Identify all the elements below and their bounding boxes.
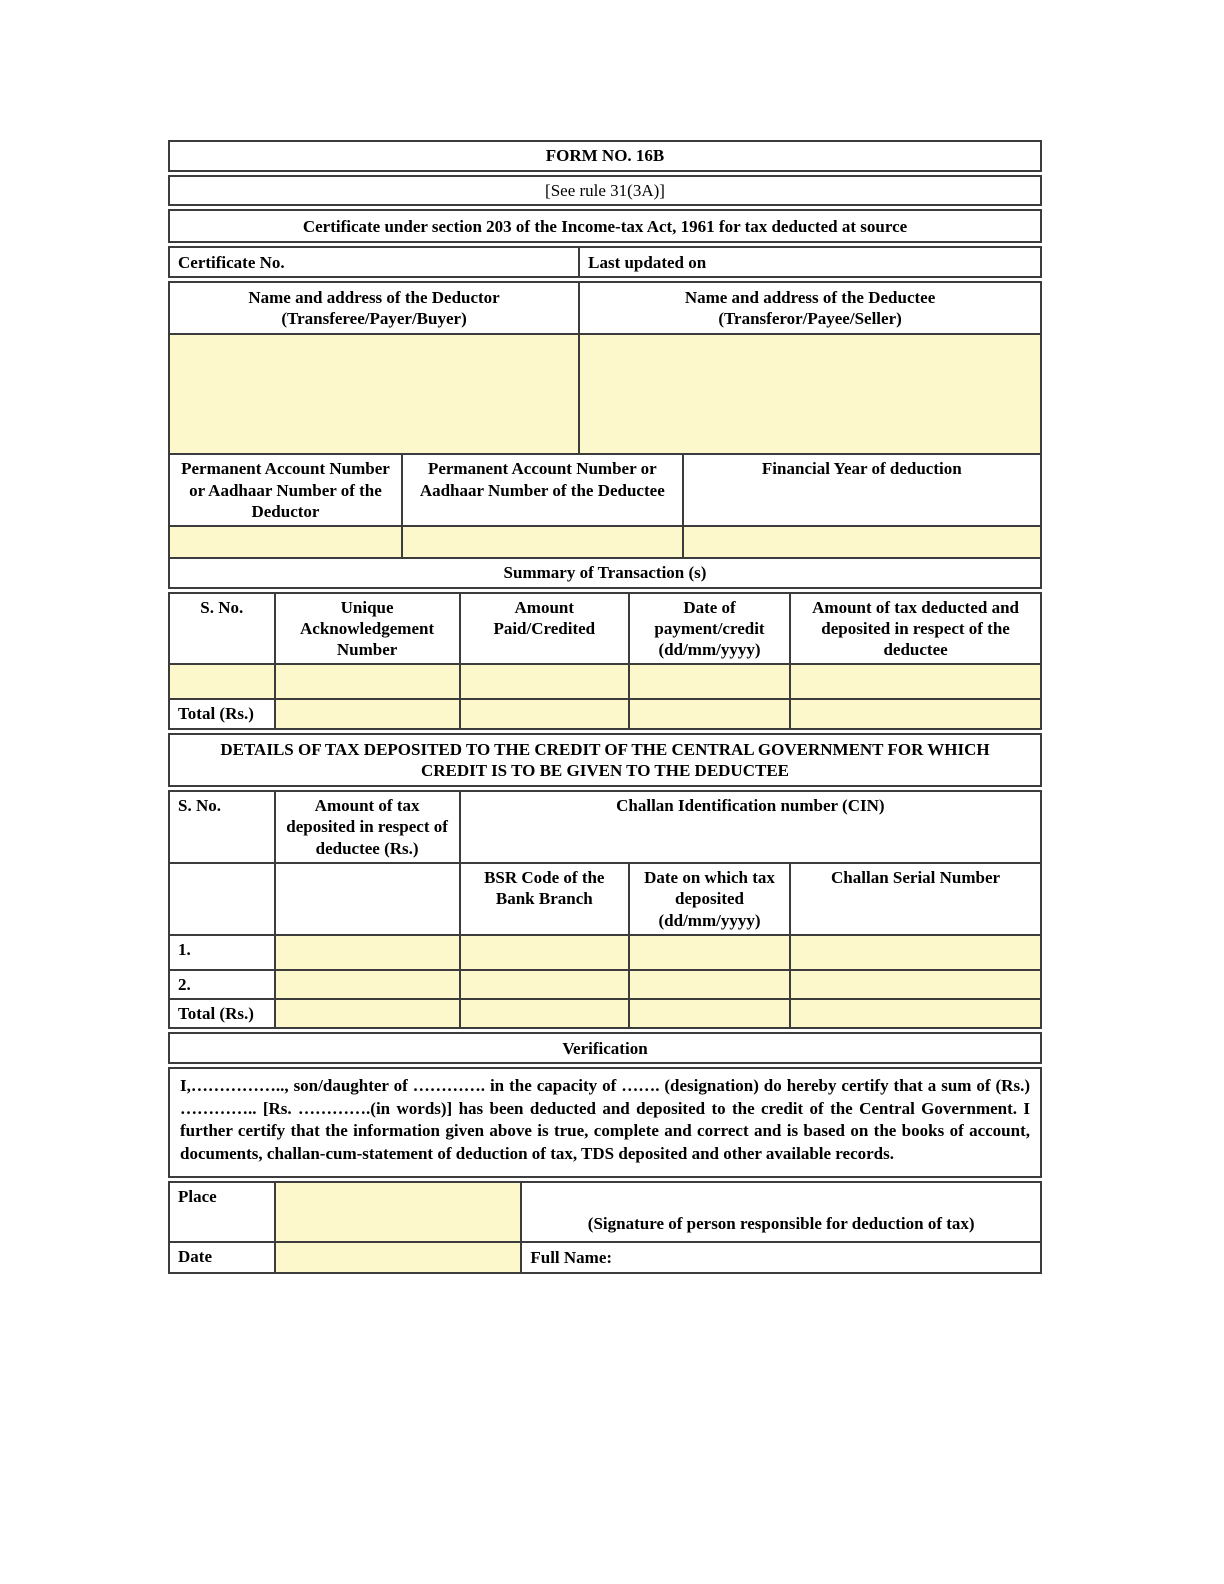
tax-deposit-total-bsr-field[interactable] [459,1000,628,1027]
summary-total-tax-field[interactable] [789,700,1040,727]
summary-total-ack-field[interactable] [274,700,459,727]
summary-total-date-field[interactable] [628,700,789,727]
tax-deposit-bsr-header: BSR Code of the Bank Branch [459,864,628,934]
certificate-meta-section [168,246,1042,278]
tax-deposit-date-header: Date on which tax deposited (dd/mm/yyyy) [628,864,789,934]
rule-reference: [See rule 31(3A)] [545,181,665,200]
tax-deposit-title: DETAILS OF TAX DEPOSITED TO THE CREDIT OF THE CENTRAL GOVERNMENT FOR WHICH CREDIT IS TO BE GIVEN TO THE DEDUCTEE [220,739,990,780]
certificate-no-label: Certificate No. [178,252,285,272]
form-title: FORM NO. 16B [545,146,665,166]
place-label: Place [178,1186,217,1206]
deductor-name-header-line2: (Transferee/Payer/Buyer) [281,309,467,329]
deductor-pan-field[interactable] [170,527,401,557]
tax-deposit-cin-header: Challan Identification number (CIN) [459,792,1040,862]
tax-deposit-total-label: Total (Rs.) [178,1004,254,1023]
summary-tax-deducted-field[interactable] [789,665,1040,698]
summary-header-row [170,594,1040,664]
form-16b [168,140,1042,1274]
deductor-name-header [170,283,578,333]
summary-header-ack-number: Unique Acknowledgement Number [274,594,459,664]
summary-table [168,592,1042,730]
full-name-label: Full Name: [520,1243,1040,1272]
tax-deposit-row1-amount-field[interactable] [274,936,459,969]
tax-deposit-row1-label: 1. [178,939,191,959]
tax-deposit-sno-header: S. No. [178,796,221,815]
tax-deposit-table [168,790,1042,1029]
tax-deposit-row2-date-field[interactable] [628,971,789,998]
summary-ack-number-field[interactable] [274,665,459,698]
tax-deposit-header-row [170,792,1040,862]
signature-caption: (Signature of person responsible for deduction of tax) [520,1183,1040,1241]
summary-header-sno: S. No. [200,597,244,617]
summary-title: Summary of Transaction (s) [503,563,707,583]
tax-deposit-row1-bsr-field[interactable] [459,936,628,969]
tax-deposit-row-1 [170,934,1040,969]
summary-data-row [170,663,1040,698]
tax-deposit-row2-challan-field[interactable] [789,971,1040,998]
deductor-pan-label: Permanent Account Number or Aadhaar Number of the Deductor [181,459,390,521]
summary-header-tax-deducted: Amount of tax deducted and deposited in respect of the deductee [789,594,1040,664]
parties-section [168,281,1042,455]
summary-header-amount-paid: Amount Paid/Credited [459,594,628,664]
deductee-name-header-line2: (Transferor/Payee/Seller) [718,309,902,329]
certificate-title-section [168,209,1042,243]
verification-title-section [168,1032,1042,1064]
tax-deposit-total-row [170,998,1040,1027]
verification-text-section [168,1067,1042,1177]
tax-deposit-challan-header: Challan Serial Number [789,864,1040,934]
date-label: Date [178,1246,212,1266]
date-row [170,1241,1040,1272]
place-field[interactable] [274,1183,521,1241]
deductee-pan-field[interactable] [401,527,682,557]
tax-deposit-row2-bsr-field[interactable] [459,971,628,998]
tax-deposit-row2-amount-field[interactable] [274,971,459,998]
tax-deposit-subheader-empty-amount [274,864,459,934]
tax-deposit-title-section [168,733,1042,788]
tax-deposit-row2-label: 2. [178,974,191,994]
tax-deposit-subheader-empty-sno [170,864,274,934]
summary-total-row [170,698,1040,727]
tax-deposit-total-challan-field[interactable] [789,1000,1040,1027]
place-row [170,1183,1040,1241]
form-title-section [168,140,1042,172]
summary-title-section [168,557,1042,588]
tax-deposit-total-date-field[interactable] [628,1000,789,1027]
deductor-address-field[interactable] [170,335,578,453]
date-field[interactable] [274,1243,521,1272]
tax-deposit-amount-header: Amount of tax deposited in respect of deductee (Rs.) [274,792,459,862]
verification-text: I,…………….., son/daughter of …………. in the capacity of ……. (designation) do hereby certify that a sum of (Rs.) ………….. [Rs. ………….(in words)] has been deducted and deposited to the credit of the Central Government. I further certify that the information given above is true, complete and correct and is based on the books of account, documents, challan-cum-statement of deduction of tax, TDS deposited and other available records. [180,1076,1030,1164]
deductee-name-header-line1: Name and address of the Deductee [684,288,936,307]
summary-amount-paid-field[interactable] [459,665,628,698]
tax-deposit-total-amount-field[interactable] [274,1000,459,1027]
signature-section [168,1181,1042,1274]
summary-sno-field[interactable] [170,665,274,698]
tax-deposit-row1-challan-field[interactable] [789,936,1040,969]
last-updated-label: Last updated on [578,248,1040,276]
rule-reference-section [168,175,1042,206]
deductee-address-field[interactable] [578,335,1040,453]
deductee-pan-label: Permanent Account Number or Aadhaar Number of the Deductee [401,455,682,525]
tax-deposit-subheader-row [170,862,1040,934]
summary-total-label: Total (Rs.) [178,704,254,724]
summary-total-amount-field[interactable] [459,700,628,727]
financial-year-label: Financial Year of deduction [682,455,1040,525]
summary-header-payment-date: Date of payment/credit (dd/mm/yyyy) [628,594,789,664]
deductee-name-header [578,283,1040,333]
deductor-name-header-line1: Name and address of the Deductor [248,288,500,307]
financial-year-field[interactable] [682,527,1040,557]
certificate-title: Certificate under section 203 of the Income-tax Act, 1961 for tax deducted at source [302,216,908,236]
verification-title: Verification [562,1038,648,1058]
identification-section [168,453,1042,559]
tax-deposit-row1-date-field[interactable] [628,936,789,969]
tax-deposit-row-2 [170,969,1040,998]
summary-payment-date-field[interactable] [628,665,789,698]
